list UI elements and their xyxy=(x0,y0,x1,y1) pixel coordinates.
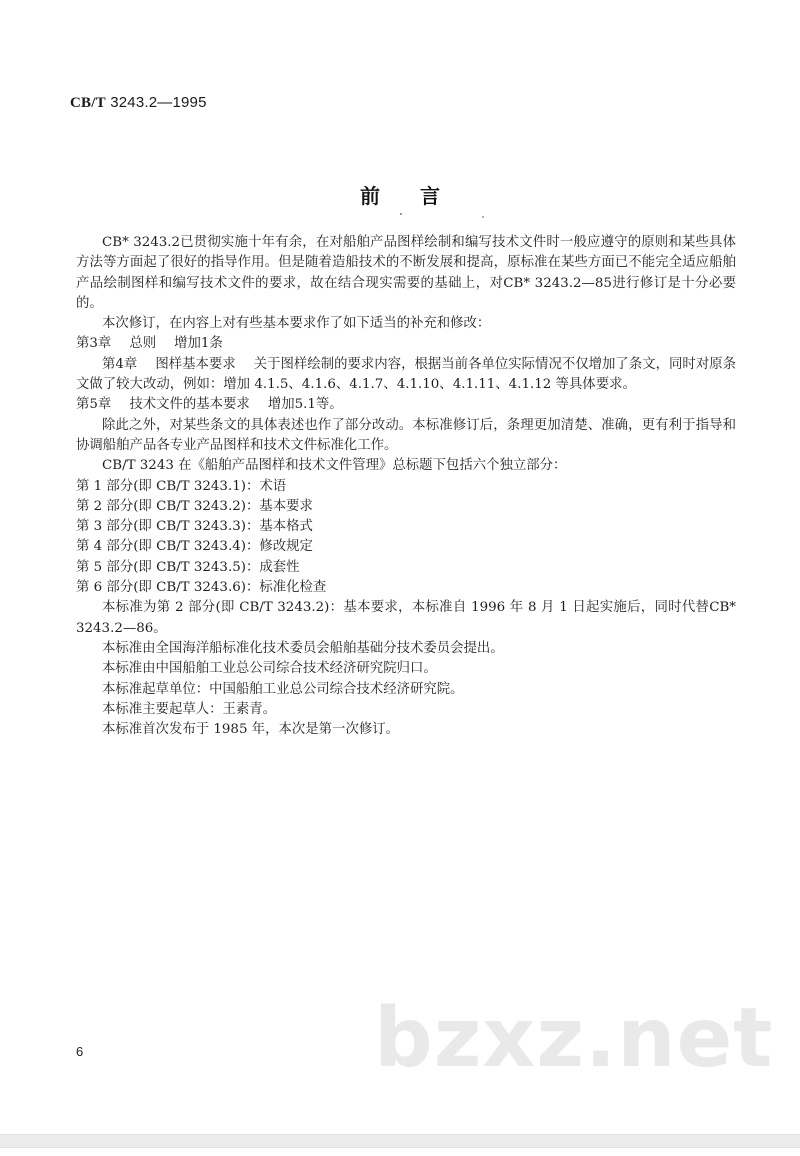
paragraph-series-intro: CB/T 3243 在《船舶产品图样和技术文件管理》总标题下包括六个独立部分： xyxy=(102,458,567,474)
part-item-4: 第 4 部分(即 CB/T 3243.4)：修改规定 xyxy=(76,539,313,555)
chapter-change: 增加1条 xyxy=(174,336,223,352)
paragraph-publication-history: 本标准首次发布于 1985 年，本次是第一次修订。 xyxy=(102,722,400,738)
foreword-body xyxy=(76,233,736,740)
paragraph-administrator: 本标准由中国船舶工业总公司综合技术经济研究院归口。 xyxy=(102,661,437,677)
part-item-6: 第 6 部分(即 CB/T 3243.6)：标准化检查 xyxy=(76,580,327,596)
part-item-1: 第 1 部分(即 CB/T 3243.1)：术语 xyxy=(76,478,287,494)
paragraph-proposer: 本标准由全国海洋船标准化技术委员会船舶基础分技术委员会提出。 xyxy=(102,640,504,656)
chapter-title: 技术文件的基本要求 xyxy=(129,397,250,413)
paragraph-drafter: 本标准主要起草人：王素青。 xyxy=(102,701,277,717)
scan-speck xyxy=(482,216,484,218)
page-number: 6 xyxy=(76,1044,84,1059)
chapter-number: 第3章 xyxy=(76,336,112,352)
chapter-number: 第4章 xyxy=(102,356,138,372)
chapter-item-3 xyxy=(76,334,736,354)
standard-number: 3243.2—1995 xyxy=(110,94,207,111)
chapter-change: 增加5.1等。 xyxy=(267,397,343,413)
paragraph-effective-date: 本标准为第 2 部分(即 CB/T 3243.2)：基本要求，本标准自 1996 年 8 月 1 日起实施后，同时代替CB* 3243.2—86。 xyxy=(76,600,736,636)
chapter-number: 第5章 xyxy=(76,397,112,413)
chapter-title: 图样基本要求 xyxy=(155,356,236,372)
page-bottom-strip xyxy=(0,1134,800,1148)
paragraph-other-changes: 除此之外，对某些条文的具体表述也作了部分改动。本标准修订后，条理更加清楚、准确，更有利于指导和协调船舶产品各专业产品图样和技术文件标准化工作。 xyxy=(76,417,736,453)
paragraph-revision-scope: 本次修订，在内容上对有些基本要求作了如下适当的补充和修改： xyxy=(102,316,491,332)
chapter-item-4 xyxy=(76,355,736,396)
watermark: bzxz.net xyxy=(374,991,774,1086)
chapter-title: 总则 xyxy=(129,336,157,352)
scan-speck xyxy=(400,213,402,215)
paragraph-intro: CB* 3243.2已贯彻实施十年有余，在对船舶产品图样绘制和编写技术文件时一般应遵守的原则和某些具体方法等方面起了很好的指导作用。但是随着造船技术的不断发展和提高，原标准在某些方面已不能完全适应船舶产品绘制图样和编写技术文件的要求，故在结合现实需要的基础上，对CB* 3243.2—85进行修订是十分必要的。 xyxy=(76,235,736,311)
standard-prefix: CB/T xyxy=(70,95,106,111)
standard-code-header xyxy=(70,94,207,112)
chapter-change: 关于图样绘制的要求内容，根据当前各单位实际情况不仅增加了条文，同时对原条文做了较大改动，例如：增加 4.1.5、4.1.6、4.1.7、4.1.10、4.1.11、4.1.12 等具体要求。 xyxy=(76,356,736,393)
part-item-3: 第 3 部分(即 CB/T 3243.3)：基本格式 xyxy=(76,519,313,535)
page-title: 前言 xyxy=(360,184,480,208)
part-item-5: 第 5 部分(即 CB/T 3243.5)：成套性 xyxy=(76,559,300,575)
part-item-2: 第 2 部分(即 CB/T 3243.2)：基本要求 xyxy=(76,498,313,514)
paragraph-drafting-unit: 本标准起草单位：中国船舶工业总公司综合技术经济研究院。 xyxy=(102,681,464,697)
chapter-item-5 xyxy=(76,395,736,415)
